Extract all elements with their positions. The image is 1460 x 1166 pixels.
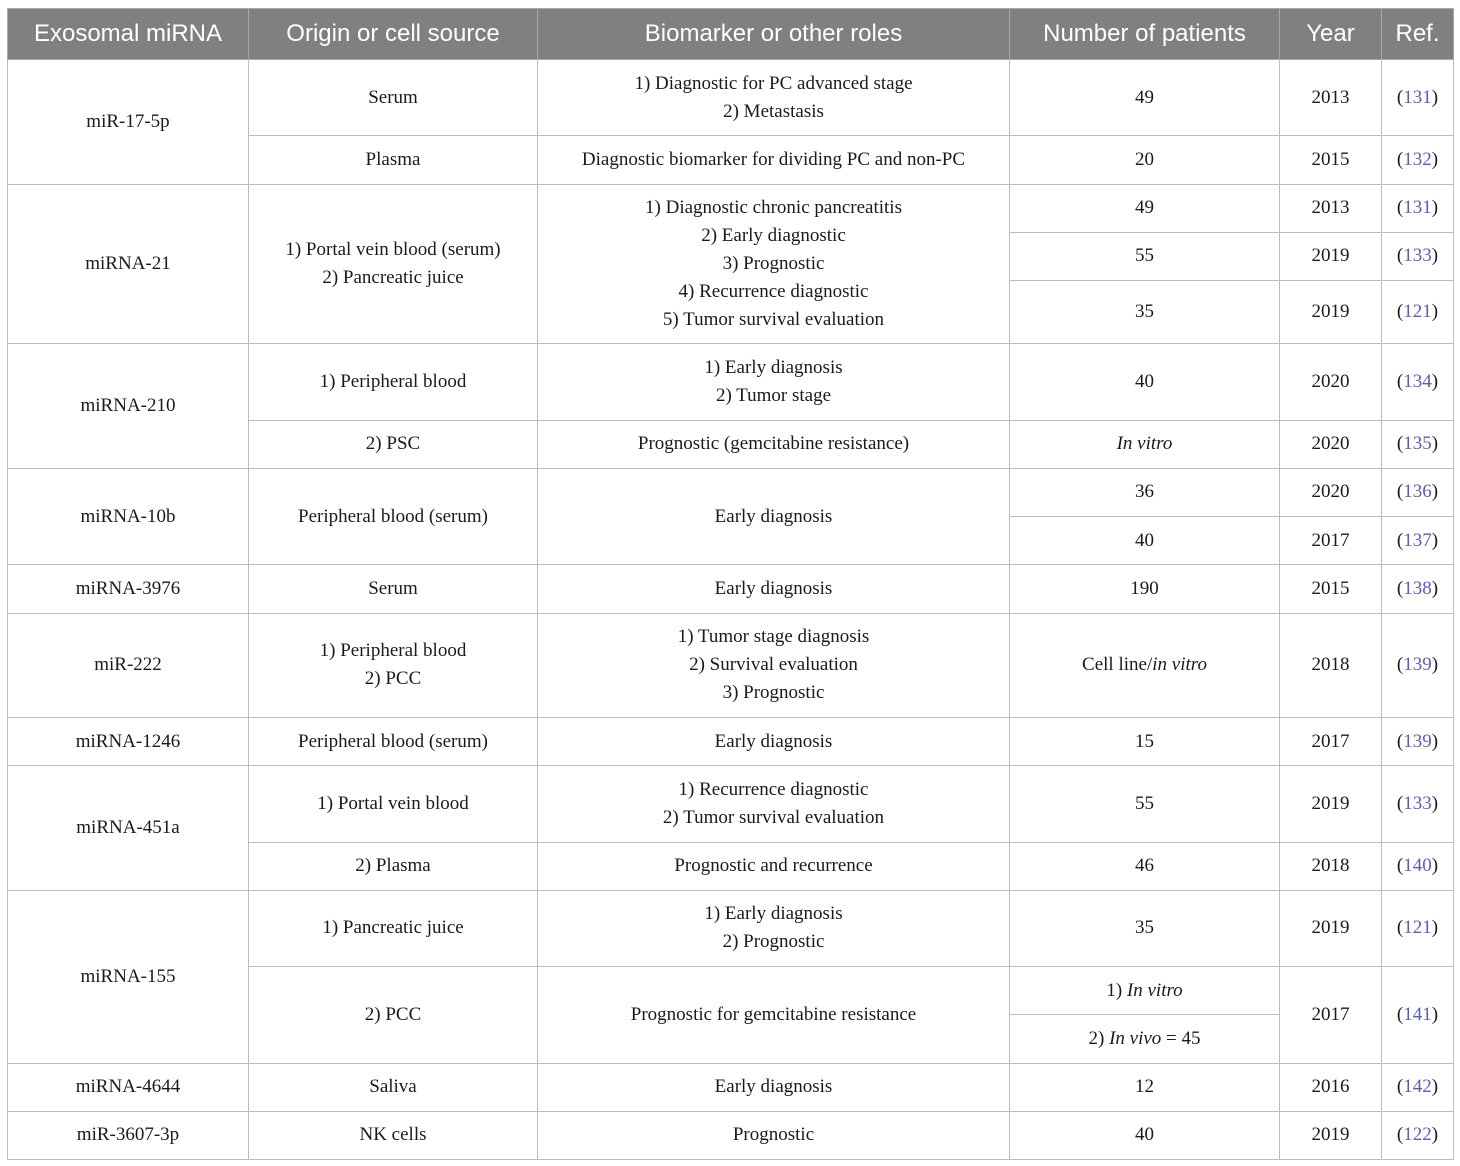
ref-cell: (133) [1382,232,1454,280]
patients-cell: 40 [1010,517,1280,565]
role-line: 2) Metastasis [723,100,824,122]
patients-cell [1010,967,1280,1015]
table-row [8,766,1454,842]
origin-cell: 1) Peripheral blood [249,344,538,420]
role-line: 5) Tumor survival evaluation [662,308,885,330]
year-cell: 2020 [1280,420,1382,468]
patients-prefix: 1) [1106,979,1127,1001]
ref-link[interactable]: 122 [1403,1124,1432,1146]
ref-cell: (121) [1382,890,1454,966]
origin-cell: 1) Portal vein blood [249,766,538,842]
roles-cell [538,766,1010,842]
roles-cell [538,890,1010,966]
ref-link[interactable]: 138 [1403,577,1432,599]
ref-link[interactable]: 141 [1403,1003,1432,1025]
patients-cell: 36 [1010,468,1280,516]
mirna-cell: miRNA-1246 [8,717,249,765]
ref-cell: (134) [1382,344,1454,420]
role-line: 1) Diagnostic for PC advanced stage [634,72,913,94]
year-cell: 2016 [1280,1063,1382,1111]
year-cell: 2017 [1280,717,1382,765]
table-row [8,717,1454,765]
roles-cell: Diagnostic biomarker for dividing PC and non-PC [538,136,1010,184]
roles-cell: Early diagnosis [538,717,1010,765]
origin-cell: 2) Plasma [249,842,538,890]
year-cell: 2020 [1280,468,1382,516]
role-line: 1) Early diagnosis [704,903,843,925]
role-line: 2) Early diagnostic [701,224,846,246]
ref-cell: (131) [1382,184,1454,232]
patients-cell: 49 [1010,60,1280,136]
patients-italic: In vitro [1116,433,1173,455]
roles-cell: Prognostic (gemcitabine resistance) [538,420,1010,468]
table-row [8,565,1454,613]
year-cell: 2019 [1280,281,1382,344]
ref-link[interactable]: 135 [1403,433,1432,455]
mirna-cell: miRNA-10b [8,468,249,564]
header-year: Year [1280,9,1382,60]
role-line: 1) Tumor stage diagnosis [677,626,870,648]
ref-link[interactable]: 133 [1403,245,1432,267]
ref-link[interactable]: 131 [1403,197,1432,219]
roles-cell: Early diagnosis [538,1063,1010,1111]
patients-cell: 35 [1010,890,1280,966]
patients-cell: 35 [1010,281,1280,344]
patients-cell: 55 [1010,232,1280,280]
year-cell: 2015 [1280,136,1382,184]
table-row [8,184,1454,232]
origin-cell: Saliva [249,1063,538,1111]
role-line: 3) Prognostic [722,252,825,274]
origin-cell: 2) PCC [249,967,538,1063]
ref-link[interactable]: 139 [1403,730,1432,752]
patients-italic: In vivo [1109,1027,1162,1049]
patients-prefix: 2) [1088,1027,1110,1049]
ref-cell: (131) [1382,60,1454,136]
table-row [8,1111,1454,1159]
ref-link[interactable]: 132 [1403,148,1432,170]
table-row [8,60,1454,136]
year-cell: 2019 [1280,766,1382,842]
header-row [8,9,1454,60]
ref-cell: (138) [1382,565,1454,613]
origin-cell: 1) Pancreatic juice [249,890,538,966]
role-line: 4) Recurrence diagnostic [678,280,869,302]
year-cell: 2019 [1280,890,1382,966]
role-line: 2) Prognostic [722,931,825,953]
mirna-cell: miRNA-3976 [8,565,249,613]
origin-cell: Serum [249,565,538,613]
ref-link[interactable]: 137 [1403,529,1432,551]
year-cell: 2017 [1280,517,1382,565]
year-cell: 2018 [1280,613,1382,717]
year-cell: 2013 [1280,60,1382,136]
origin-cell: Peripheral blood (serum) [249,468,538,564]
ref-cell: (136) [1382,468,1454,516]
mirna-cell: miR-222 [8,613,249,717]
header-origin: Origin or cell source [249,9,538,60]
ref-link[interactable]: 140 [1403,855,1432,877]
year-cell: 2017 [1280,967,1382,1063]
patients-cell [1010,420,1280,468]
mirna-cell: miR-17-5p [8,60,249,185]
patients-cell: 55 [1010,766,1280,842]
ref-link[interactable]: 131 [1403,86,1432,108]
origin-cell: Peripheral blood (serum) [249,717,538,765]
table-row [8,890,1454,966]
origin-line: 2) PCC [364,668,422,690]
ref-cell: (137) [1382,517,1454,565]
patients-cell: 12 [1010,1063,1280,1111]
origin-line: 1) Portal vein blood (serum) [285,238,501,260]
origin-cell [249,184,538,344]
ref-cell: (139) [1382,717,1454,765]
role-line: 1) Diagnostic chronic pancreatitis [645,196,902,218]
ref-link[interactable]: 121 [1403,917,1432,939]
patients-prefix: Cell line/ [1082,654,1153,676]
year-cell: 2018 [1280,842,1382,890]
year-cell: 2015 [1280,565,1382,613]
role-line: 3) Prognostic [722,682,825,704]
ref-cell: (121) [1382,281,1454,344]
table-row [8,613,1454,717]
patients-cell: 40 [1010,344,1280,420]
ref-cell: (141) [1382,967,1454,1063]
ref-cell: (133) [1382,766,1454,842]
patients-italic: In vitro [1126,979,1183,1001]
table-row [8,468,1454,516]
ref-cell: (139) [1382,613,1454,717]
mirna-cell: miRNA-155 [8,890,249,1063]
mirna-cell: miRNA-210 [8,344,249,469]
ref-link[interactable]: 142 [1403,1076,1432,1098]
ref-link[interactable]: 133 [1403,792,1432,814]
role-line: 2) Survival evaluation [689,654,858,676]
mirna-cell: miR-3607-3p [8,1111,249,1159]
ref-cell: (140) [1382,842,1454,890]
header-roles: Biomarker or other roles [538,9,1010,60]
roles-cell [538,184,1010,344]
role-line: 2) Tumor stage [715,384,832,406]
ref-cell: (142) [1382,1063,1454,1111]
role-line: 1) Early diagnosis [704,356,843,378]
ref-link[interactable]: 121 [1403,301,1432,323]
ref-link[interactable]: 136 [1403,481,1432,503]
origin-line: 1) Peripheral blood [319,640,467,662]
patients-cell [1010,613,1280,717]
roles-cell: Early diagnosis [538,468,1010,564]
table-row [8,1063,1454,1111]
patients-cell: 190 [1010,565,1280,613]
exosomal-mirna-table [7,8,1454,1160]
ref-cell: (135) [1382,420,1454,468]
role-line: 1) Recurrence diagnostic [678,778,869,800]
ref-link[interactable]: 134 [1403,370,1432,392]
roles-cell: Prognostic [538,1111,1010,1159]
year-cell: 2019 [1280,1111,1382,1159]
patients-cell: 20 [1010,136,1280,184]
origin-cell: Plasma [249,136,538,184]
roles-cell [538,344,1010,420]
origin-cell [249,613,538,717]
ref-cell: (122) [1382,1111,1454,1159]
origin-cell: Serum [249,60,538,136]
mirna-cell: miRNA-4644 [8,1063,249,1111]
roles-cell [538,613,1010,717]
year-cell: 2019 [1280,232,1382,280]
patients-cell: 46 [1010,842,1280,890]
ref-cell: (132) [1382,136,1454,184]
origin-line: 2) Pancreatic juice [322,266,464,288]
roles-cell: Prognostic and recurrence [538,842,1010,890]
header-exosomal-mirna: Exosomal miRNA [8,9,249,60]
roles-cell [538,60,1010,136]
patients-cell: 15 [1010,717,1280,765]
patients-suffix: = 45 [1161,1027,1201,1049]
patients-cell [1010,1015,1280,1063]
roles-cell: Prognostic for gemcitabine resistance [538,967,1010,1063]
header-patients: Number of patients [1010,9,1280,60]
patients-cell: 49 [1010,184,1280,232]
origin-cell: NK cells [249,1111,538,1159]
patients-italic: in vitro [1152,654,1207,676]
origin-cell: 2) PSC [249,420,538,468]
roles-cell: Early diagnosis [538,565,1010,613]
table-row [8,344,1454,420]
year-cell: 2013 [1280,184,1382,232]
header-ref: Ref. [1382,9,1454,60]
mirna-cell: miRNA-21 [8,184,249,344]
ref-link[interactable]: 139 [1403,654,1432,676]
mirna-cell: miRNA-451a [8,766,249,891]
patients-cell: 40 [1010,1111,1280,1159]
role-line: 2) Tumor survival evaluation [662,806,885,828]
year-cell: 2020 [1280,344,1382,420]
